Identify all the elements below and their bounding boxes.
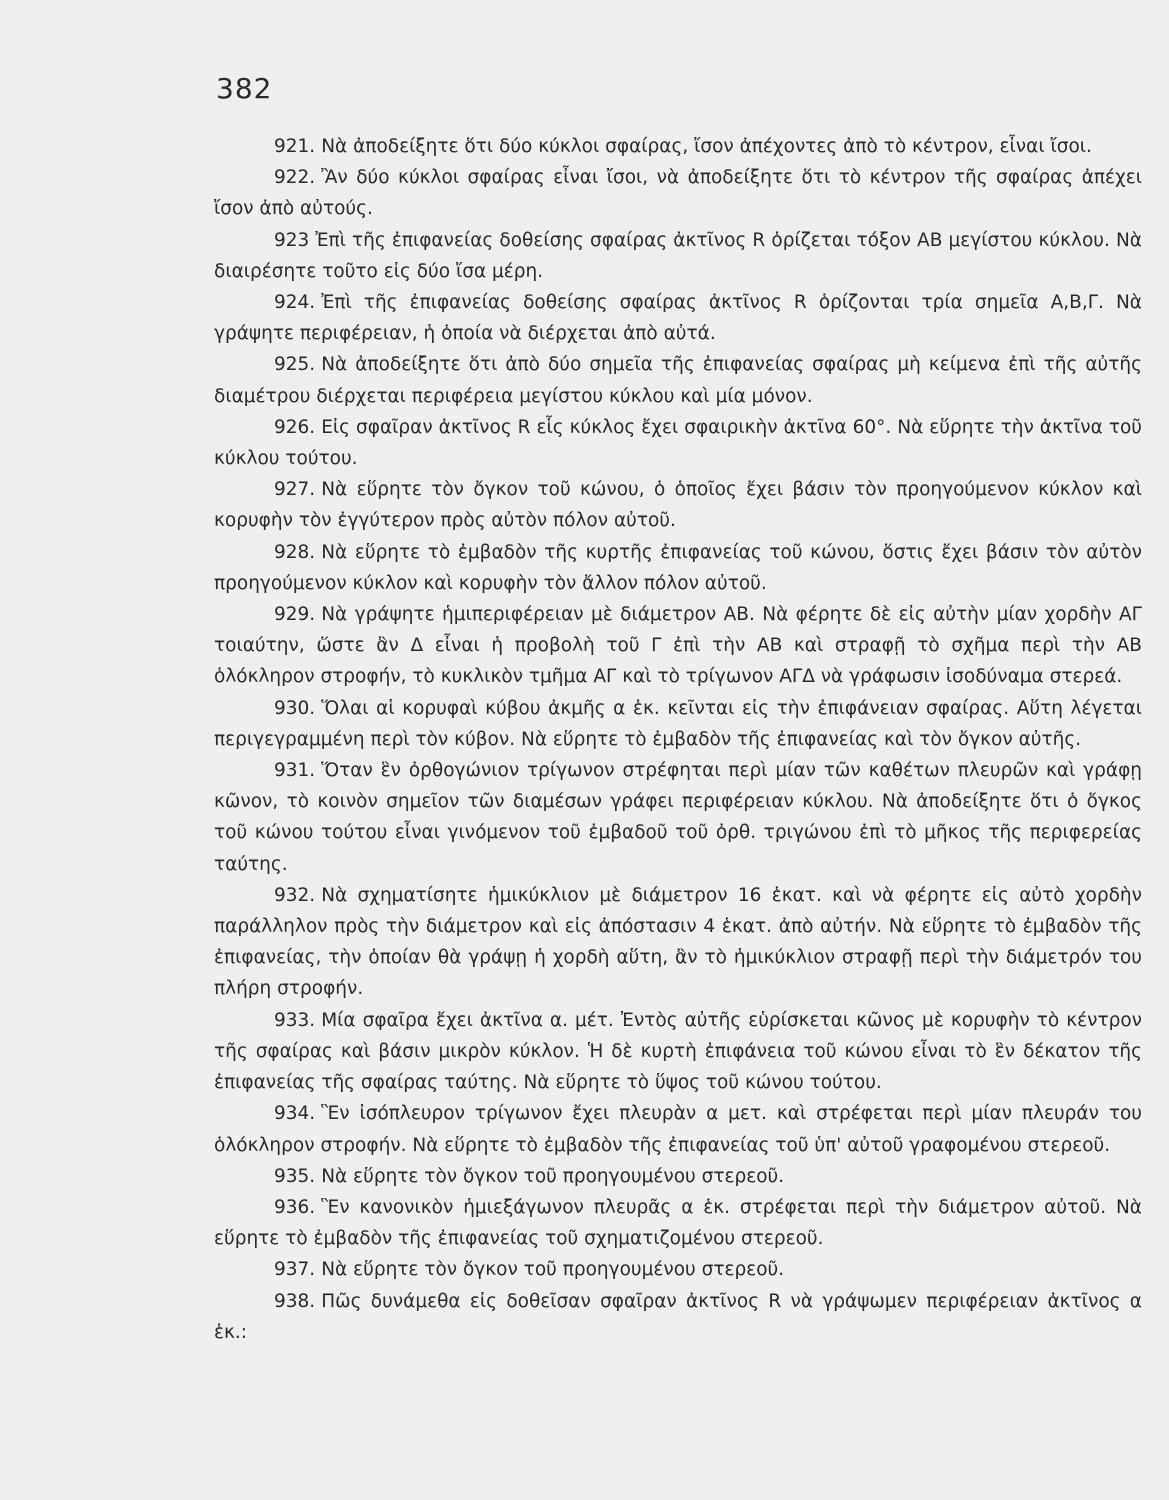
exercise-text: Νὰ εὕρητε τὸ ἐμβαδὸν τῆς κυρτῆς ἐπιφανείας τοῦ κώνου, ὅστις ἔχει βάσιν τὸν αὐτὸν προηγούμενον κύκλον καὶ κορυφὴν τὸν ἄλλον πόλον αὐτοῦ. [214, 541, 1142, 594]
exercise-text: Ἓν κανονικὸν ἡμιεξάγωνον πλευρᾶς α ἑκ. στρέφεται περὶ τὴν διάμετρον αὐτοῦ. Νὰ εὕρητε τὸ ἐμβαδὸν τῆς ἐπιφανείας τοῦ σχηματιζομένου στερεοῦ. [214, 1196, 1142, 1250]
exercise-number: 924. [274, 292, 316, 314]
exercise-text: Νὰ γράψητε ἡμιπεριφέρειαν μὲ διάμετρον ΑΒ. Νὰ φέρητε δὲ εἰς αὐτὴν μίαν χορδὴν ΑΓ τοιαύτην, ὥστε ἂν Δ εἶναι ἡ προβολὴ τοῦ Γ ἐπὶ τὴν ΑΒ καὶ στραφῇ τὸ σχῆμα περὶ τὴν ΑΒ ὁλόκληρον στροφήν, τὸ κυκλικὸν τμῆμα ΑΓ καὶ τὸ τρίγωνον ΑΓΔ νὰ γράφωσιν ἰσοδύναμα στερεά. [214, 604, 1142, 688]
exercise-text: Νὰ σχηματίσητε ἡμικύκλιον μὲ διάμετρον 16 ἑκατ. καὶ νὰ φέρητε εἰς αὐτὸ χορδὴν παράλληλον πρὸς τὴν διάμετρον καὶ εἰς ἀπόστασιν 4 ἑκατ. ἀπὸ αὐτήν. Νὰ εὕρητε τὸ ἐμβαδὸν τῆς ἐπιφανείας, τὴν ὁποίαν θὰ γράψῃ ἡ χορδὴ αὕτη, ἂν τὸ ἡμικύκλιον στραφῇ περὶ τὴν διάμετρόν του πλήρη στροφήν. [214, 884, 1142, 1000]
exercise-number: 932. [274, 884, 316, 906]
exercise-number: 928. [274, 541, 316, 563]
exercise-925 [214, 349, 1142, 411]
exercise-number: 931. [274, 760, 316, 782]
exercise-938 [214, 1286, 1142, 1348]
exercise-text: Ὅταν ἓν ὀρθογώνιον τρίγωνον στρέφηται περὶ μίαν τῶν καθέτων πλευρῶν καὶ γράφῃ κῶνον, τὸ κοινὸν σημεῖον τῶν διαμέσων γράφει περιφέρειαν κύκλου. Νὰ ἀποδείξητε ὅτι ὁ ὄγκος τοῦ κώνου τούτου εἶναι γινόμενον τοῦ ἐμβαδοῦ τοῦ ὀρθ. τριγώνου ἐπὶ τὸ μῆκος τῆς περιφερείας ταύτης. [214, 760, 1142, 875]
exercise-932 [214, 880, 1142, 1005]
exercise-924 [214, 287, 1142, 349]
exercise-922 [214, 162, 1142, 224]
exercise-text: Ἂν δύο κύκλοι σφαίρας εἶναι ἴσοι, νὰ ἀποδείξητε ὅτι τὸ κέντρον τῆς σφαίρας ἀπέχει ἴσον ἀπὸ αὐτούς. [214, 167, 1142, 220]
exercise-number: 934. [274, 1103, 316, 1125]
exercise-number: 925. [274, 354, 316, 376]
exercise-text: Εἰς σφαῖραν ἀκτῖνος R εἷς κύκλος ἔχει σφαιρικὴν ἀκτῖνα 60°. Νὰ εὕρητε τὴν ἀκτῖνα τοῦ κύκλου τούτου. [214, 416, 1142, 470]
exercise-text: Ὅλαι αἱ κορυφαὶ κύβου ἀκμῆς α ἑκ. κεῖνται εἰς τὴν ἐπιφάνειαν σφαίρας. Αὕτη λέγεται περιγεγραμμένη περὶ τὸν κύβον. Νὰ εὕρητε τὸ ἐμβαδὸν τῆς ἐπιφανείας καὶ τὸν ὄγκον αὐτῆς. [214, 697, 1142, 750]
exercise-935 [214, 1161, 1142, 1192]
exercise-number: 935. [274, 1165, 316, 1187]
exercise-text: Ἐπὶ τῆς ἐπιφανείας δοθείσης σφαίρας ἀκτῖνος R ὁρίζεται τόξον ΑΒ μεγίστου κύκλου. Νὰ διαιρέσητε τοῦτο εἰς δύο ἴσα μέρη. [214, 229, 1142, 282]
exercise-921 [214, 131, 1142, 162]
exercise-930 [214, 693, 1142, 755]
exercise-933 [214, 1005, 1142, 1099]
exercise-text: Ἓν ἰσόπλευρον τρίγωνον ἔχει πλευρὰν α μετ. καὶ στρέφεται περὶ μίαν πλευράν του ὁλόκληρον στροφήν. Νὰ εὕρητε τὸ ἐμβαδὸν τῆς ἐπιφανείας τοῦ ὑπ' αὐτοῦ γραφομένου στερεοῦ. [214, 1103, 1142, 1156]
exercise-number: 926. [274, 416, 316, 438]
exercise-936 [214, 1192, 1142, 1254]
exercise-number: 922. [274, 167, 316, 189]
exercise-927 [214, 474, 1142, 536]
exercise-number: 937. [274, 1259, 316, 1281]
exercise-list [214, 131, 1142, 1348]
exercise-937 [214, 1254, 1142, 1285]
exercise-text: Ἐπὶ τῆς ἐπιφανείας δοθείσης σφαίρας ἀκτῖνος R ὁρίζονται τρία σημεῖα Α,Β,Γ. Νὰ γράψητε περιφέρειαν, ἡ ὁποία νὰ διέρχεται ἀπὸ αὐτά. [214, 292, 1142, 345]
exercise-929 [214, 599, 1142, 693]
exercise-number: 938. [274, 1290, 316, 1312]
exercise-number: 921. [274, 136, 316, 157]
exercise-number: 933. [274, 1009, 316, 1031]
exercise-number: 927. [274, 479, 316, 501]
exercise-text: Πῶς δυνάμεθα εἰς δοθεῖσαν σφαῖραν ἀκτῖνος R νὰ γράψωμεν περιφέρειαν ἀκτῖνος α ἑκ.: [214, 1290, 1142, 1343]
exercise-text: Νὰ εὕρητε τὸν ὄγκον τοῦ προηγουμένου στερεοῦ. [321, 1259, 785, 1281]
page-number: 382 [216, 72, 273, 105]
exercise-text: Νὰ ἀποδείξητε ὅτι δύο κύκλοι σφαίρας, ἴσον ἀπέχοντες ἀπὸ τὸ κέντρον, εἶναι ἴσοι. [321, 136, 1092, 157]
exercise-text: Μία σφαῖρα ἔχει ἀκτῖνα α. μέτ. Ἐντὸς αὐτῆς εὑρίσκεται κῶνος μὲ κορυφὴν τὸ κέντρον τῆς σφαίρας καὶ βάσιν μικρὸν κύκλον. Ἡ δὲ κυρτὴ ἐπιφάνεια τοῦ κώνου εἶναι τὸ ἓν δέκατον τῆς ἐπιφανείας τῆς σφαίρας ταύτης. Νὰ εὕρητε τὸ ὕψος τοῦ κώνου τούτου. [214, 1009, 1142, 1094]
exercise-number: 923 [274, 229, 310, 251]
exercise-926 [214, 412, 1142, 474]
exercise-number: 930. [274, 697, 316, 719]
exercise-number: 936. [274, 1196, 316, 1218]
exercise-928 [214, 537, 1142, 599]
exercise-931 [214, 755, 1142, 880]
exercise-934 [214, 1098, 1142, 1160]
exercise-number: 929. [274, 604, 316, 626]
exercise-text: Νὰ ἀποδείξητε ὅτι ἀπὸ δύο σημεῖα τῆς ἐπιφανείας σφαίρας μὴ κείμενα ἐπὶ τῆς αὐτῆς διαμέτρου διέρχεται περιφέρεια μεγίστου κύκλου καὶ μία μόνον. [214, 354, 1142, 407]
exercise-text: Νὰ εὕρητε τὸν ὄγκον τοῦ κώνου, ὁ ὁποῖος ἔχει βάσιν τὸν προηγούμενον κύκλον καὶ κορυφὴν τὸν ἐγγύτερον πρὸς αὐτὸν πόλον αὐτοῦ. [214, 479, 1142, 532]
exercise-text: Νὰ εὕρητε τὸν ὄγκον τοῦ προηγουμένου στερεοῦ. [321, 1165, 785, 1187]
exercise-923 [214, 225, 1142, 287]
